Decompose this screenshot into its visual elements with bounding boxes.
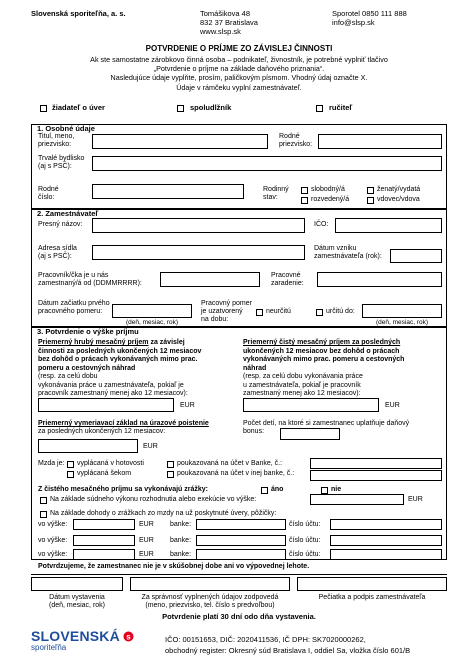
employer-name-field[interactable] bbox=[92, 218, 305, 233]
contract-definite-label: určitú do: bbox=[326, 308, 355, 315]
probation-divider bbox=[31, 574, 447, 575]
wage-cheque-checkbox[interactable] bbox=[67, 471, 74, 478]
seat-label-line: Adresa sídla bbox=[38, 245, 77, 252]
children-field[interactable] bbox=[280, 428, 340, 440]
agreement-amount-field-3[interactable] bbox=[73, 549, 135, 560]
svg-text:s: s bbox=[126, 631, 131, 641]
footer-register: obchodný register: Okresný súd Bratislava I, oddiel Sa, vložka číslo 601/B bbox=[165, 646, 411, 655]
wage-other-bank-label: poukazovaná na účet v inej banke, č.: bbox=[177, 470, 295, 477]
birth-surname-line: Rodné bbox=[279, 133, 300, 140]
deductions-label: Z čistého mesačného príjmu sa vykonávajú zrážky: bbox=[38, 486, 209, 493]
agreement-bank-field-2[interactable] bbox=[196, 535, 286, 546]
agreement-bank-label-2: banke: bbox=[170, 537, 192, 544]
contract-label-line: Pracovný pomer bbox=[201, 300, 252, 307]
agreement-account-field-2[interactable] bbox=[330, 535, 442, 546]
issue-date-line: Dátum vystavenia bbox=[49, 594, 105, 601]
employer-name-label: Presný názov: bbox=[38, 221, 83, 228]
intro-line: Údaje v rámčeku vyplní zamestnávateľ. bbox=[176, 82, 302, 92]
section-income-title: 3. Potvrdenie o výške príjmu bbox=[37, 327, 139, 336]
agreement-amount-field-1[interactable] bbox=[73, 519, 135, 530]
founded-label-line: zamestnávateľa (rok): bbox=[314, 253, 382, 261]
gross-income-line: pomeru a cestovných náhrad bbox=[38, 364, 136, 372]
contract-indefinite-checkbox[interactable] bbox=[256, 309, 263, 316]
first-employment-line: Dátum začiatku prvého bbox=[38, 300, 110, 307]
agreement-currency-3: EUR bbox=[139, 551, 154, 558]
agreement-currency-2: EUR bbox=[139, 537, 154, 544]
agreement-bank-field-3[interactable] bbox=[196, 549, 286, 560]
deductions-no-checkbox[interactable] bbox=[321, 487, 328, 494]
net-income-line: zamestnaný menej ako 12 mesiacov): bbox=[243, 390, 361, 398]
gross-income-currency: EUR bbox=[180, 402, 195, 409]
net-income-line: náhrad bbox=[243, 364, 267, 372]
intro-line: Ak ste samostatne zárobkovo činná osoba – podnikateľ, živnostník, je potrebné vyplniť tlačivo bbox=[90, 55, 388, 64]
first-employment-hint: (deň, mesiac, rok) bbox=[125, 319, 179, 326]
bank-web[interactable]: www.slsp.sk bbox=[200, 27, 241, 36]
slsp-logo bbox=[31, 628, 134, 652]
gross-income-line: (resp. za celú dobu bbox=[38, 373, 98, 381]
responsible-line: Za správnosť vyplnených údajov zodpovedá bbox=[141, 594, 279, 601]
court-label: Na základe súdneho výkonu rozhodnutia alebo exekúcie vo výške: bbox=[50, 496, 257, 503]
marital-married-label: ženatý/vydatá bbox=[377, 186, 421, 193]
agreement-bank-field-1[interactable] bbox=[196, 519, 286, 530]
position-label-line: Pracovné bbox=[271, 272, 301, 279]
marital-widowed-label: vdovec/vdova bbox=[377, 196, 420, 203]
employer-seat-label bbox=[38, 245, 77, 261]
children-line: Počet detí, na ktoré si zamestnanec uplatňuje daňový bbox=[243, 420, 410, 427]
agreement-currency-1: EUR bbox=[139, 521, 154, 528]
contract-label-line: na dobu: bbox=[201, 316, 229, 324]
agreement-bank-label-1: banke: bbox=[170, 521, 192, 528]
gross-income-field[interactable] bbox=[38, 398, 174, 412]
form-intro bbox=[31, 55, 447, 92]
first-employment-line: pracovného pomeru: bbox=[38, 308, 103, 316]
children-line: bonus: bbox=[243, 428, 265, 436]
contract-date-hint: (deň, mesiac, rok) bbox=[375, 319, 429, 326]
role-applicant-label: žiadateľ o úver bbox=[52, 103, 105, 112]
logo-wordmark: SLOVENSKÁ bbox=[31, 628, 120, 644]
gross-income-line: činnosti za posledných ukončených 12 mesiacov bbox=[38, 347, 202, 355]
address-label bbox=[38, 155, 84, 171]
insurance-base-currency: EUR bbox=[143, 443, 158, 450]
wage-cash-checkbox[interactable] bbox=[67, 461, 74, 468]
net-income-line: ukončených 12 mesiacov bez dohôd o prácach bbox=[243, 347, 400, 355]
role-codebtor-checkbox[interactable] bbox=[177, 105, 184, 112]
logo-subtitle: sporiteľňa bbox=[31, 643, 67, 653]
deductions-yes-checkbox[interactable] bbox=[261, 487, 268, 494]
agreement-amount-field-2[interactable] bbox=[73, 535, 135, 546]
marital-divorced-checkbox[interactable] bbox=[301, 197, 308, 204]
wage-slsp-account-field[interactable] bbox=[310, 458, 442, 469]
gross-income-head2: za závislej bbox=[150, 339, 185, 346]
birth-surname-line: priezvisko: bbox=[279, 141, 313, 149]
role-guarantor-label: ručiteľ bbox=[329, 103, 353, 112]
intro-line: Nasledujúce údaje vyplňte, prosím, paličkovým písmom. Vhodný údaj označte X. bbox=[110, 73, 368, 83]
birth-number-label bbox=[38, 186, 59, 202]
gross-income-head: Priemerný hrubý mesačný príjem bbox=[38, 339, 149, 346]
stamp-signature-field[interactable] bbox=[297, 577, 447, 591]
founded-label-line: Dátum vzniku bbox=[314, 245, 357, 252]
founded-field[interactable] bbox=[390, 249, 442, 263]
agreement-amount-label-1: vo výške: bbox=[38, 521, 68, 528]
agreement-bank-label-3: banke: bbox=[170, 551, 192, 558]
bank-phone: Sporotel 0850 111 888 bbox=[332, 9, 407, 18]
contract-indefinite-label: neurčitú bbox=[266, 308, 291, 315]
wage-other-account-field[interactable] bbox=[310, 470, 442, 481]
first-employment-label bbox=[38, 300, 110, 316]
employed-since-field[interactable] bbox=[160, 272, 260, 287]
responsible-line: (meno, priezvisko, tel. číslo s predvoľbou) bbox=[145, 602, 275, 610]
footer-ids: IČO: 00151653, DIČ: 2020411536, IČ DPH: SK7020000262, bbox=[165, 635, 366, 644]
form-title: POTVRDENIE O PRÍJME ZO ZÁVISLEJ ČINNOSTI bbox=[145, 44, 333, 53]
role-codebtor-label: spoludlžník bbox=[190, 103, 232, 112]
agreement-account-label-2: číslo účtu: bbox=[289, 537, 321, 544]
name-field[interactable] bbox=[92, 134, 268, 149]
net-income-line: u zamestnávateľa, pokiaľ je pracovník bbox=[243, 381, 361, 389]
birth-surname-field[interactable] bbox=[318, 134, 442, 149]
position-field[interactable] bbox=[317, 272, 442, 287]
agreement-account-field-1[interactable] bbox=[330, 519, 442, 530]
gross-income-label bbox=[38, 339, 238, 399]
name-label-line: priezvisko: bbox=[38, 141, 72, 149]
marital-single-label: slobodný/á bbox=[311, 186, 345, 193]
wage-other-bank-checkbox[interactable] bbox=[167, 471, 174, 478]
position-label bbox=[271, 272, 304, 288]
bank-name: Slovenská sporiteľňa, a. s. bbox=[31, 9, 126, 18]
contract-label bbox=[201, 300, 252, 324]
bank-address-city: 832 37 Bratislava bbox=[200, 18, 258, 27]
marital-widowed-checkbox[interactable] bbox=[367, 197, 374, 204]
name-label-line: Titul, meno, bbox=[38, 133, 75, 140]
issue-date-line: (deň, mesiac, rok) bbox=[48, 602, 106, 610]
agreement-checkbox[interactable] bbox=[40, 511, 47, 518]
net-income-head: Priemerný čistý mesačný príjem za posledných bbox=[243, 339, 401, 346]
net-income-label bbox=[243, 339, 443, 399]
agreement-account-field-3[interactable] bbox=[330, 549, 442, 560]
employer-seat-field[interactable] bbox=[92, 245, 305, 260]
court-checkbox[interactable] bbox=[40, 497, 47, 504]
insurance-base-label bbox=[38, 420, 209, 436]
wage-cash-label: vyplácaná v hotovosti bbox=[77, 460, 144, 467]
section-employer-title: 2. Zamestnávateľ bbox=[37, 209, 99, 218]
position-label-line: zaradenie: bbox=[271, 280, 304, 288]
insurance-base-field[interactable] bbox=[38, 439, 138, 453]
deductions-yes-label: áno bbox=[271, 486, 284, 493]
wage-slsp-label: poukazovaná na účet v Banke, č.: bbox=[177, 460, 283, 467]
stamp-label: Pečiatka a podpis zamestnávateľa bbox=[318, 594, 426, 601]
employed-label-line: zamestnaný/á od (DDMMRRRR): bbox=[38, 280, 142, 288]
name-label bbox=[38, 133, 74, 149]
intro-line: „Potvrdenie o príjme na základe daňového priznania“. bbox=[153, 64, 325, 74]
birth-surname-label bbox=[279, 133, 312, 149]
contract-definite-checkbox[interactable] bbox=[316, 309, 323, 316]
court-amount-field[interactable] bbox=[310, 494, 404, 505]
insurance-base-head: Priemerný vymeriavací základ na úrazové poistenie bbox=[38, 420, 209, 427]
marital-label-line: Rodinný bbox=[263, 186, 289, 193]
agreement-amount-label-2: vo výške: bbox=[38, 537, 68, 544]
wage-slsp-checkbox[interactable] bbox=[167, 461, 174, 468]
seat-label-line: (aj s PSČ): bbox=[38, 253, 72, 261]
issue-date-label bbox=[31, 594, 123, 610]
first-employment-field[interactable] bbox=[112, 304, 192, 318]
agreement-account-label-1: číslo účtu: bbox=[289, 521, 321, 528]
deductions-no-label: nie bbox=[331, 486, 342, 493]
gross-income-line: bez dohôd o prácach vykonávaných mimo prac. bbox=[38, 356, 198, 364]
employed-since-label bbox=[38, 272, 142, 288]
net-income-line: vykonávaných mimo prac. pomeru a cestovných bbox=[243, 356, 405, 364]
wage-cheque-label: vyplácaná šekom bbox=[77, 470, 132, 477]
agreement-account-label-3: číslo účtu: bbox=[289, 551, 321, 558]
address-label-line: (aj s PSČ): bbox=[38, 163, 72, 171]
employed-label-line: Pracovník/čka je u nás bbox=[38, 272, 109, 279]
contract-definite-field[interactable] bbox=[362, 304, 442, 318]
gross-income-line: vykonávania práce u zamestnávateľa, pokiaľ je bbox=[38, 381, 184, 389]
section-personal-title: 1. Osobné údaje bbox=[37, 124, 95, 133]
founded-label bbox=[314, 245, 382, 261]
marital-label bbox=[263, 186, 289, 202]
marital-married-checkbox[interactable] bbox=[367, 187, 374, 194]
net-income-currency: EUR bbox=[385, 402, 400, 409]
contract-label-line: je uzatvorený bbox=[201, 308, 243, 316]
validity-note: Potvrdenie platí 30 dní odo dňa vystavenia. bbox=[162, 612, 316, 621]
marital-single-checkbox[interactable] bbox=[301, 187, 308, 194]
birth-number-line: Rodné bbox=[38, 186, 59, 193]
gross-income-line: pracovník zamestnaný menej ako 12 mesiacov): bbox=[38, 390, 188, 398]
birth-number-field[interactable] bbox=[92, 184, 244, 199]
agreement-label: Na základe dohody o zrážkach zo mzdy na už poskytnuté úvery, pôžičky: bbox=[50, 510, 277, 517]
address-label-line: Trvalé bydlisko bbox=[38, 155, 85, 162]
wage-label: Mzda je: bbox=[38, 460, 65, 467]
ico-field[interactable] bbox=[335, 218, 442, 233]
bank-address-street: Tomášikova 48 bbox=[200, 9, 251, 18]
bank-email[interactable]: info@slsp.sk bbox=[332, 18, 375, 27]
net-income-field[interactable] bbox=[243, 398, 379, 412]
court-currency: EUR bbox=[408, 496, 423, 503]
marital-label-line: stav: bbox=[263, 194, 278, 202]
responsible-person-label bbox=[130, 594, 290, 610]
ico-label: IČO: bbox=[314, 221, 329, 228]
logo-mark-icon bbox=[123, 631, 134, 642]
role-guarantor-checkbox[interactable] bbox=[316, 105, 323, 112]
net-income-line: (resp. za celú dobu vykonávania práce bbox=[243, 373, 363, 381]
marital-divorced-label: rozvedený/á bbox=[311, 196, 350, 203]
address-field[interactable] bbox=[92, 156, 442, 171]
issue-date-field[interactable] bbox=[31, 577, 123, 591]
insurance-base-line: za posledných ukončených 12 mesiacov: bbox=[38, 428, 166, 436]
birth-number-line: číslo: bbox=[38, 194, 55, 202]
responsible-person-field[interactable] bbox=[130, 577, 290, 591]
agreement-amount-label-3: vo výške: bbox=[38, 551, 68, 558]
role-applicant-checkbox[interactable] bbox=[40, 105, 47, 112]
probation-statement: Potvrdzujeme, že zamestnanec nie je v skúšobnej dobe ani vo výpovednej lehote. bbox=[38, 563, 310, 570]
